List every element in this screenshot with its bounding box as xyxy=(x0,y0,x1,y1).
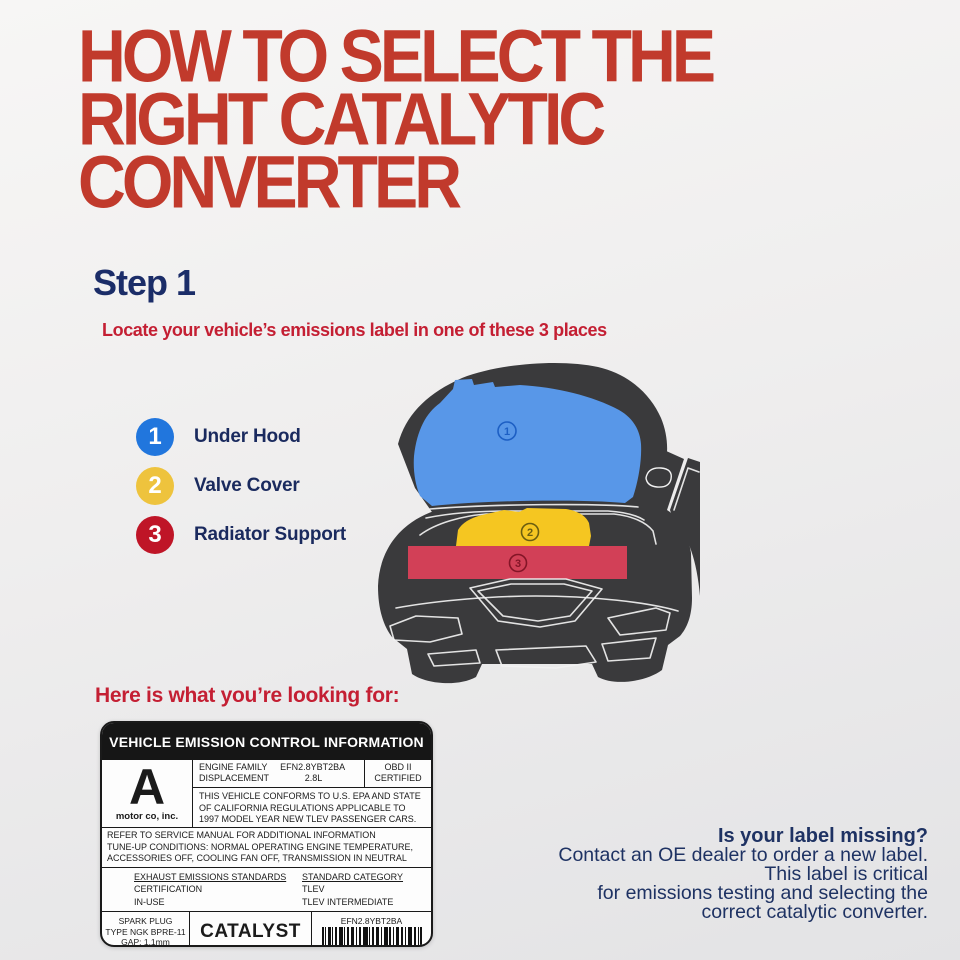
standard-category-header: STANDARD CATEGORY xyxy=(302,871,404,882)
legend-label-radiator-support: Radiator Support xyxy=(194,524,346,545)
catalyst-cell: CATALYST xyxy=(190,912,312,947)
spark-plug-line-3: GAP: 1.1mm xyxy=(121,937,170,947)
step-instruction: Locate your vehicle’s emissions label in one of these 3 places xyxy=(102,320,607,340)
service-note-3: ACCESSORIES OFF, COOLING FAN OFF, TRANSMISSION IN NEUTRAL xyxy=(107,853,407,863)
engine-family-value: EFN2.8YBT2BA xyxy=(280,762,346,772)
spark-plug-cell xyxy=(102,912,190,947)
displacement-value: 2.8L xyxy=(304,773,323,783)
marker-3-number: 3 xyxy=(514,558,522,570)
marker-2-number: 2 xyxy=(526,527,534,539)
missing-label-line-1: Contact an OE dealer to order a new label. xyxy=(558,844,928,866)
obd-line-2: CERTIFIED xyxy=(374,773,422,783)
standards-row-certification: CERTIFICATION xyxy=(134,884,203,894)
emission-label xyxy=(100,721,433,947)
standards-section xyxy=(102,868,431,913)
marker-1-number: 1 xyxy=(503,426,511,438)
legend-number-2-badge: 2 xyxy=(136,467,174,505)
obd-cell xyxy=(365,760,431,788)
barcode-cell xyxy=(312,912,431,947)
category-value-tlev-intermediate: TLEV INTERMEDIATE xyxy=(302,896,394,907)
emission-label-row-engine xyxy=(102,760,431,828)
missing-label-note xyxy=(468,827,928,922)
step-heading: Step 1 xyxy=(93,262,196,303)
emission-label-bottom-row xyxy=(102,912,431,947)
standards-col-exhaust xyxy=(102,871,302,909)
engine-family-cell xyxy=(193,760,365,788)
conformity-statement: THIS VEHICLE CONFORMS TO U.S. EPA AND STATE OF CALIFORNIA REGULATIONS APPLICABLE TO 1997 MODEL YEAR NEW TLEV PASSENGER CARS. xyxy=(199,791,421,824)
legend-item-under-hood xyxy=(136,418,346,456)
missing-label-heading: Is your label missing? xyxy=(717,825,928,847)
displacement-key: DISPLACEMENT xyxy=(199,773,270,783)
standards-col-category xyxy=(302,871,431,909)
side-mirror xyxy=(646,468,671,487)
spark-plug-line-1: SPARK PLUG xyxy=(118,916,173,927)
emission-label-header: VEHICLE EMISSION CONTROL INFORMATION xyxy=(102,723,431,760)
obd-line-1: OBD II xyxy=(384,762,412,772)
displacement-row xyxy=(199,773,358,784)
standards-row-inuse: IN-USE xyxy=(134,896,165,907)
location-legend xyxy=(136,418,346,565)
page-title xyxy=(78,15,713,224)
legend-label-valve-cover: Valve Cover xyxy=(194,475,300,496)
spark-plug-line-2: TYPE NGK BPRE-11 xyxy=(105,926,186,937)
legend-number-3-badge: 3 xyxy=(136,516,174,554)
barcode-icon xyxy=(322,927,422,948)
legend-number-1-badge: 1 xyxy=(136,418,174,456)
standards-table xyxy=(102,871,431,909)
engine-family-key: ENGINE FAMILY xyxy=(199,762,268,772)
manufacturer-cell xyxy=(102,760,193,827)
title-line-1: HOW TO SELECT THE xyxy=(78,15,713,99)
engine-family-row xyxy=(199,762,358,773)
category-value-tlev: TLEV xyxy=(302,884,325,894)
service-notes xyxy=(102,828,431,868)
car-illustration xyxy=(370,358,700,688)
missing-label-line-3: for emissions testing and selecting the xyxy=(597,882,928,904)
service-note-2: TUNE-UP CONDITIONS: NORMAL OPERATING ENGINE TEMPERATURE, xyxy=(107,841,414,852)
barcode-text: EFN2.8YBT2BA xyxy=(340,915,403,926)
missing-label-line-2: This label is critical xyxy=(764,863,928,885)
legend-item-radiator-support xyxy=(136,516,346,554)
title-line-2: RIGHT CATALYTIC xyxy=(78,78,603,161)
legend-label-under-hood: Under Hood xyxy=(194,426,301,447)
legend-item-valve-cover xyxy=(136,467,346,505)
title-line-3: CONVERTER xyxy=(78,141,459,224)
label-intro: Here is what you’re looking for: xyxy=(95,684,400,707)
manufacturer-name: motor co, inc. xyxy=(115,811,179,822)
exhaust-standards-header: EXHAUST EMISSIONS STANDARDS xyxy=(134,871,287,882)
manufacturer-letter: A xyxy=(128,759,166,815)
service-note-1: REFER TO SERVICE MANUAL FOR ADDITIONAL INFORMATION xyxy=(107,830,376,840)
missing-label-line-4: correct catalytic converter. xyxy=(701,901,928,923)
